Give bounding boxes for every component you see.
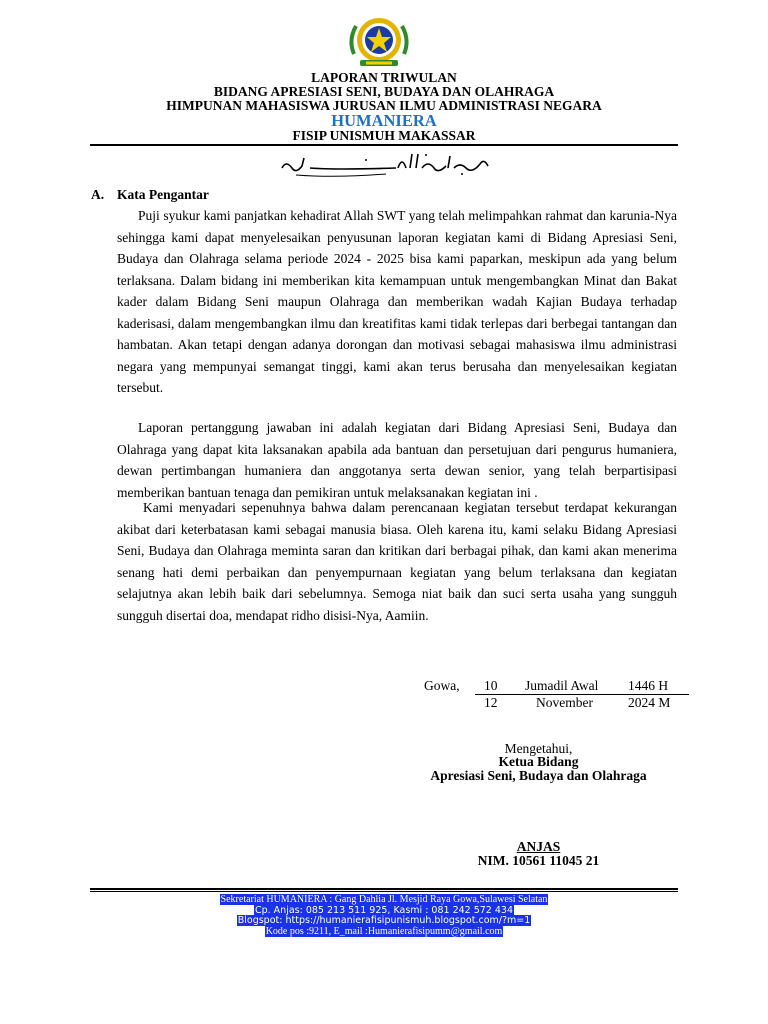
division-title: BIDANG APRESIASI SENI, BUDAYA DAN OLAHRAGA: [213, 84, 555, 99]
signer-role: Ketua Bidang: [498, 754, 579, 769]
gregorian-day: 12: [484, 695, 498, 710]
hijri-day: 10: [484, 678, 498, 693]
signer-nim: NIM. 10561 11045 21: [477, 853, 600, 868]
hijri-year: 1446 H: [628, 678, 669, 693]
gregorian-month: November: [536, 695, 593, 710]
section-number: A.: [91, 187, 105, 202]
paragraph-2: Laporan pertanggung jawaban ini adalah kegiatan dari Bidang Apresiasi Seni, Budaya dan Olahraga yang dapat kita laksanakan apabila ada bantuan dan persetujuan dari pengurus humaniera, dewan pertimbangan humaniera dan anggotanya serta dewan senior, yang telah berpartisipasi memberikan bantuan tenaga dan pemikiran untuk melaksanakan kegiatan ini .: [117, 420, 677, 500]
organization-name: HUMANIERA: [331, 111, 437, 130]
faculty-title: FISIP UNISMUH MAKASSAR: [292, 128, 476, 143]
footer-contact: [90, 895, 678, 937]
association-title: HIMPUNAN MAHASISWA JURUSAN ILMU ADMINISTRASI NEGARA: [166, 98, 602, 113]
gregorian-year: 2024 M: [628, 695, 671, 710]
section-heading: [91, 187, 209, 203]
header-divider: [90, 144, 678, 146]
paragraph-3: Kami menyadari sepenuhnya bahwa dalam perencanaan kegiatan tersebut terdapat kekurangan akibat dari keterbatasan kami sebagai manusia biasa. Oleh karena itu, kami selaku Bidang Apresiasi Seni, Budaya dan Olahraga meminta saran dan kritikan dari berbagai pihak, dan kami akan menerima senang hati demi perbaikan dan penyempurnaan kegiatan yang belum terlaksana dan kegiatan selajutnya akan lebih baik dari sebelumnya. Semoga niat baik dan suci serta usaha yang sungguh sungguh disertai doa, mendapat ridho disisi-Nya, Aamiin.: [117, 500, 677, 623]
footer-email[interactable]: Kode pos :9211, E_mail :Humanierafisipumm@gmail.com: [265, 925, 503, 937]
organization-logo: [346, 14, 412, 68]
date-place: Gowa,: [424, 678, 460, 693]
report-title: LAPORAN TRIWULAN: [311, 70, 457, 85]
footer-divider-thick: [90, 888, 678, 890]
signer-division: Apresiasi Seni, Budaya dan Olahraga: [430, 768, 647, 783]
footer-blog-link[interactable]: Blogspot: https://humanierafisipunismuh.blogspot.com/?m=1: [237, 915, 531, 926]
basmalah-calligraphy: [276, 148, 492, 178]
section-title: Kata Pengantar: [117, 187, 209, 202]
paragraph-1: Puji syukur kami panjatkan kehadirat Allah SWT yang telah melimpahkan rahmat dan karunia-Nya sehingga kami dapat menyelesaikan penyusunan laporan kegiatan kami di Bidang Apresiasi Seni, Budaya dan Olahraga selama periode 2024 - 2025 bisa kami paparkan, meskipun ada yang belum terlaksana. Dalam bidang ini memberikan kita kemampuan untuk mengembangkan Minat dan Bakat kader dalam Bidang Seni maupun Olahraga dan memberikan wadah Kajian Budaya terhadap kaderisasi, dalam mengembangkan ilmu dan kreatifitas kami tidak terlepas dari berbegai tantangan dan hambatan. Akan tetapi dengan adanya dorongan dan motivasi sebagai mahasiswa ilmu administrasi negara yang mempunyai semangat tinggi, kami akan terus berusaha dan menyelesaikan kegiatan tersebut.: [117, 208, 677, 395]
footer-phone: Cp. Anjas: 085 213 511 925, Kasmi : 081 242 572 434: [254, 904, 514, 916]
signer-name: ANJAS: [516, 839, 561, 854]
hijri-month: Jumadil Awal: [525, 678, 599, 693]
footer-divider-thin: [90, 891, 678, 892]
footer-address: Sekretariat HUMANIERA : Gang Dahlia Jl. Mesjid Raya Gowa,Sulawesi Selatan: [220, 894, 548, 905]
acknowledge-label: Mengetahui,: [504, 741, 573, 756]
